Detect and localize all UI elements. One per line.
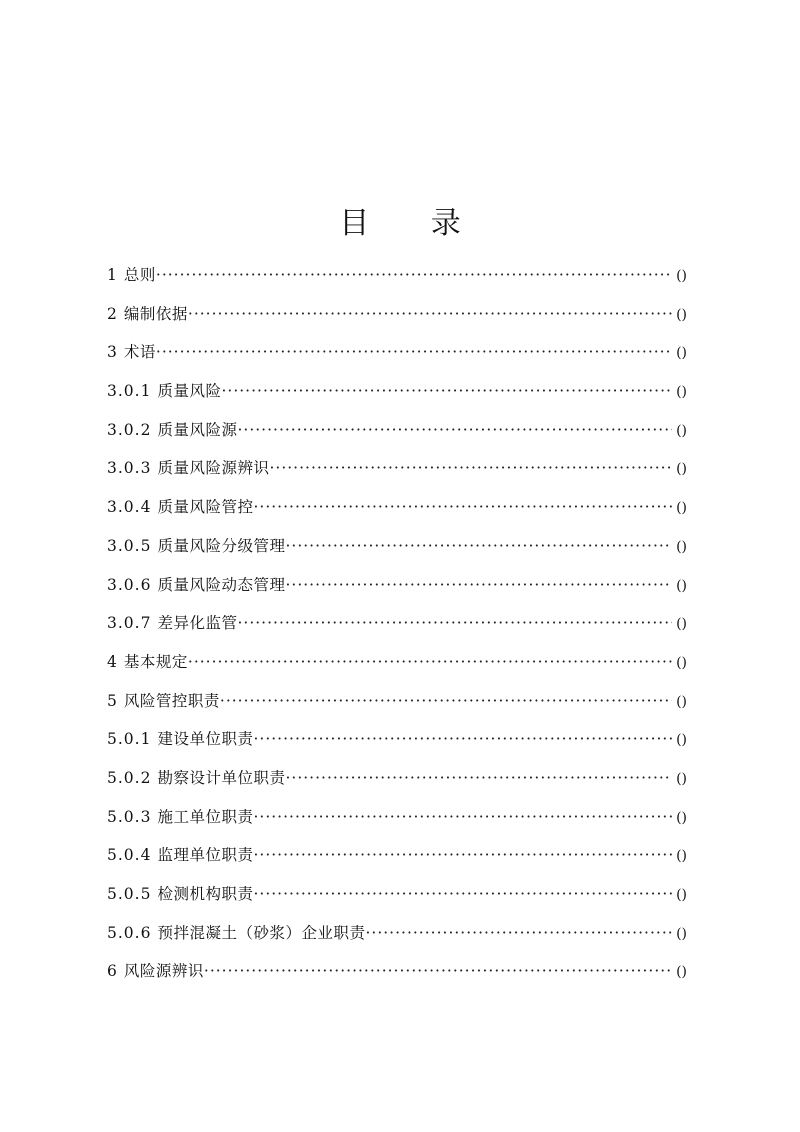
toc-dot-leader <box>253 804 672 830</box>
toc-entry-number: 1 <box>107 266 118 284</box>
toc-entry-title: 检测机构职责 <box>157 885 254 903</box>
toc-entry-page: () <box>676 616 687 633</box>
toc-entry-number: 5.0.1 <box>107 730 152 749</box>
toc-dot-leader <box>253 494 672 520</box>
toc-entry-page: () <box>676 384 687 401</box>
toc-entry-page: () <box>676 500 687 517</box>
toc-dot-leader <box>237 610 672 636</box>
toc-dot-leader <box>188 649 672 675</box>
toc-entry-title: 质量风险分级管理 <box>157 536 286 555</box>
toc-dot-leader <box>285 765 672 791</box>
toc-dot-leader <box>237 417 672 443</box>
toc-entry-title: 基本规定 <box>123 652 188 671</box>
toc-dot-leader <box>188 301 672 327</box>
toc-entry-page: () <box>676 577 687 594</box>
toc-entry-number: 2 <box>107 304 118 323</box>
toc-entry-page: () <box>676 964 687 981</box>
toc-entry-title: 质量风险管控 <box>157 498 254 517</box>
toc-entry-number: 6 <box>107 962 118 981</box>
toc-dot-leader <box>253 726 672 752</box>
toc-entry-number: 3.0.4 <box>107 498 152 517</box>
toc-entry-number: 5.0.6 <box>107 923 152 942</box>
toc-entry-title: 风险管控职责 <box>123 691 220 710</box>
toc-entry[interactable] <box>107 572 687 611</box>
toc-entry[interactable] <box>107 804 687 843</box>
toc-entry-number: 3.0.1 <box>107 382 152 401</box>
toc-entry[interactable] <box>107 262 687 301</box>
toc-entry[interactable] <box>107 610 687 649</box>
toc-entry-title: 术语 <box>123 343 156 362</box>
page-title: 目 录 <box>339 206 487 242</box>
toc-entry-page: () <box>676 693 687 710</box>
toc-entry-title: 勘察设计单位职责 <box>157 768 286 787</box>
toc-entry[interactable] <box>107 378 687 417</box>
toc-entry[interactable] <box>107 726 687 765</box>
toc-dot-leader <box>365 920 672 946</box>
toc-entry[interactable] <box>107 688 687 727</box>
table-of-contents <box>107 262 687 997</box>
toc-entry-page: () <box>676 887 687 903</box>
toc-entry-number: 5.0.4 <box>107 846 152 865</box>
toc-dot-leader <box>204 958 672 984</box>
toc-entry-page: () <box>676 654 687 671</box>
toc-entry-number: 3 <box>107 343 118 362</box>
toc-entry-title: 预拌混凝土（砂浆）企业职责 <box>157 923 366 942</box>
toc-entry[interactable] <box>107 455 687 494</box>
toc-dot-leader <box>220 688 672 714</box>
toc-entry-title: 质量风险动态管理 <box>157 575 286 594</box>
toc-entry-number: 3.0.3 <box>107 459 152 478</box>
toc-entry-page: () <box>676 306 687 323</box>
toc-entry-page: () <box>676 268 687 284</box>
toc-dot-leader <box>156 339 671 365</box>
toc-entry-number: 3.0.7 <box>107 614 152 633</box>
toc-entry-title: 建设单位职责 <box>157 730 254 749</box>
toc-entry-title: 编制依据 <box>123 304 188 323</box>
toc-entry-page: () <box>676 848 687 865</box>
toc-entry-page: () <box>676 538 687 555</box>
toc-entry[interactable] <box>107 301 687 340</box>
toc-dot-leader <box>156 262 671 288</box>
toc-entry-page: () <box>676 345 687 362</box>
toc-entry-number: 5.0.3 <box>107 807 152 826</box>
toc-entry-page: () <box>676 732 687 749</box>
toc-entry[interactable] <box>107 494 687 533</box>
toc-entry-number: 5 <box>107 691 118 710</box>
toc-entry[interactable] <box>107 417 687 456</box>
toc-entry-title: 监理单位职责 <box>157 846 254 865</box>
toc-entry-page: () <box>676 809 687 826</box>
toc-entry-title: 质量风险源 <box>157 420 238 439</box>
toc-entry[interactable] <box>107 339 687 378</box>
toc-entry-page: () <box>676 422 687 439</box>
toc-entry[interactable] <box>107 649 687 688</box>
toc-entry[interactable] <box>107 920 687 959</box>
toc-entry-title: 施工单位职责 <box>157 807 254 826</box>
toc-entry-number: 3.0.6 <box>107 575 152 594</box>
toc-entry-page: () <box>676 461 687 478</box>
toc-entry-title: 风险源辨识 <box>123 962 204 981</box>
toc-entry-page: () <box>676 925 687 942</box>
toc-entry[interactable] <box>107 881 687 920</box>
toc-entry-title: 质量风险源辨识 <box>157 459 270 478</box>
toc-dot-leader <box>285 572 672 598</box>
toc-entry-title: 差异化监管 <box>157 614 238 633</box>
toc-entry-number: 5.0.5 <box>107 885 152 903</box>
toc-entry[interactable] <box>107 765 687 804</box>
toc-dot-leader <box>269 455 672 481</box>
toc-entry-number: 5.0.2 <box>107 768 152 787</box>
toc-dot-leader <box>253 881 672 907</box>
toc-dot-leader <box>285 533 672 559</box>
toc-dot-leader <box>253 842 672 868</box>
toc-entry[interactable] <box>107 958 687 997</box>
toc-entry-number: 3.0.2 <box>107 420 152 439</box>
toc-entry-number: 4 <box>107 652 118 671</box>
toc-dot-leader <box>221 378 672 404</box>
toc-entry[interactable] <box>107 842 687 881</box>
toc-entry[interactable] <box>107 533 687 572</box>
toc-entry-title: 总则 <box>123 266 156 284</box>
toc-entry-page: () <box>676 770 687 787</box>
toc-entry-number: 3.0.5 <box>107 536 152 555</box>
toc-entry-title: 质量风险 <box>157 382 222 401</box>
